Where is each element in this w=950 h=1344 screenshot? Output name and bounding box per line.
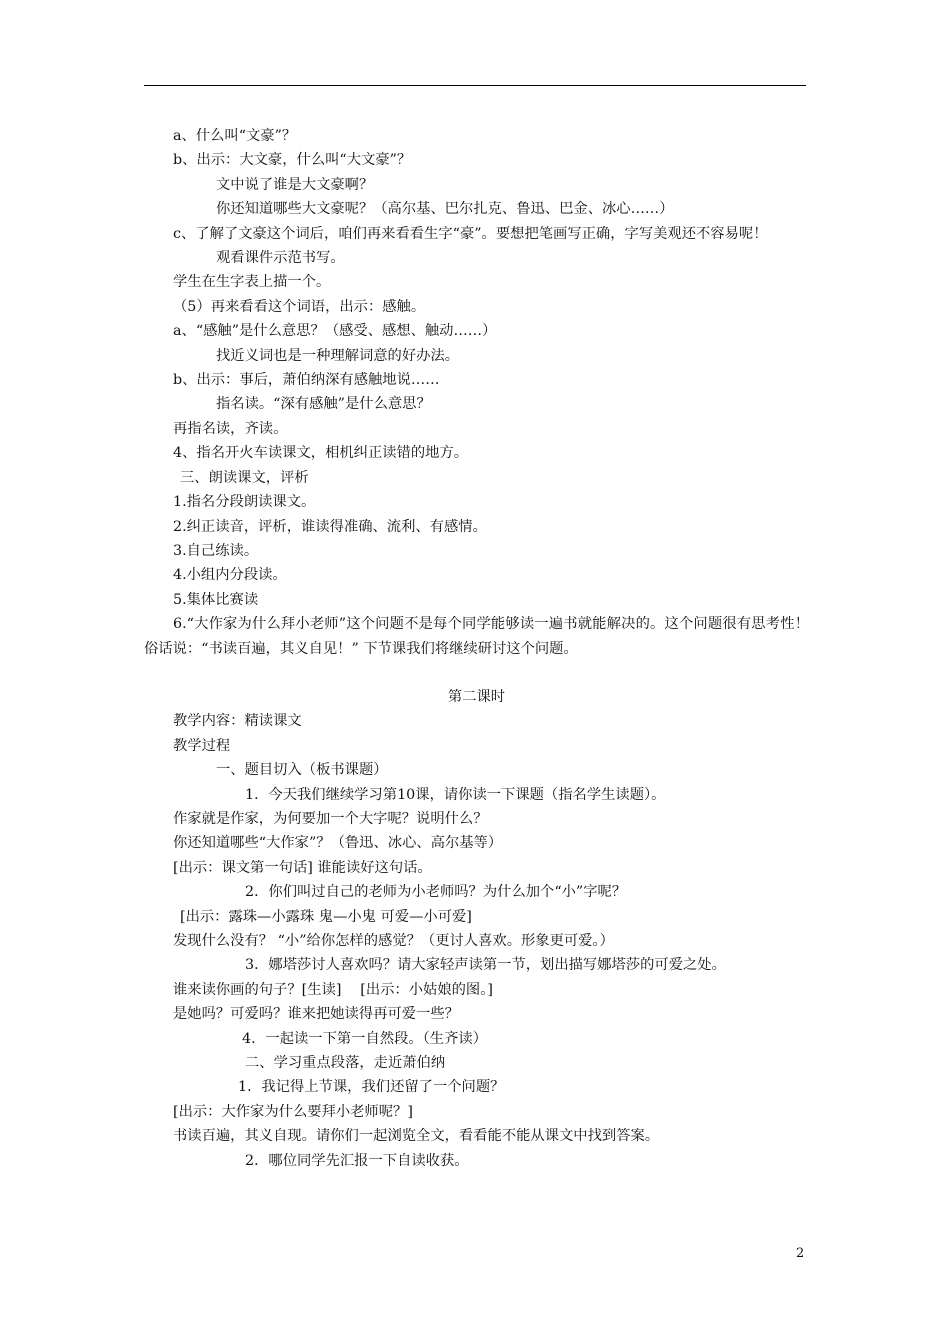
text-line: b、出示：大文豪，什么叫“大文豪”？ [173,152,412,169]
text-line: 4、指名开火车读课文，相机纠正读错的地方。 [173,445,469,462]
list-item: 4.小组内分段读。 [173,567,287,584]
list-item: 2.纠正读音，评析，谁读得准确、流利、有感情。 [173,518,487,535]
list-item: 1.指名分段朗读课文。 [173,494,316,511]
text-line: 学生在生字表上描一个。 [173,274,331,291]
section-heading: 二、学习重点段落，走近萧伯纳 [245,1055,446,1072]
text-line: 文中说了谁是大文豪啊？ [216,176,374,193]
text-line: 1．我记得上节课，我们还留了一个问题？ [238,1079,505,1096]
text-paragraph: 6.“大作家为什么拜小老师”这个问题不是每个同学能够读一遍书就能解决的。这个问题很有思考性！俗话说：“书读百遍，其义自见！” 下节课我们将继续研讨这个问题。 [144,616,809,657]
text-line: 你还知道哪些“大作家”？（鲁迅、冰心、高尔基等） [173,835,503,852]
text-line: 3．娜塔莎讨人喜欢吗？请大家轻声读第一节，划出描写娜塔莎的可爱之处。 [245,957,726,974]
text-line: 4．一起读一下第一自然段。（生齐读） [242,1030,487,1047]
text-line: 1．今天我们继续学习第10课，请你读一下课题（指名学生读题）。 [245,786,666,803]
text-line: 发现什么没有？ “小”给你怎样的感觉？（更讨人喜欢。形象更可爱。） [173,933,614,949]
lesson-title: 第二课时 [447,688,506,705]
text-line: [出示：课文第一句话] 谁能读好这句话。 [173,859,432,876]
text-line: 2．哪位同学先汇报一下自读收获。 [245,1152,469,1169]
text-line: 作家就是作家，为何要加一个大字呢？说明什么？ [173,810,488,827]
document-body [144,124,809,1173]
text-line: 教学过程 [173,737,231,754]
section-heading: 三、朗读课文，评析 [180,469,309,486]
text-line: 是她吗？可爱吗？谁来把她读得再可爱一些？ [173,1006,459,1023]
page-number: 2 [796,1246,805,1261]
text-line: b、出示：事后，萧伯纳深有感触地说…… [173,372,440,389]
text-line: 谁来读你画的句子？[生读] [出示：小姑娘的图。] [173,981,493,998]
list-item: 5.集体比赛读 [173,591,259,608]
text-paragraph: c、了解了文豪这个词后，咱们再来看看生字“豪”。要想把笔画写正确，字写美观还不容易呢！ [173,225,768,242]
header-rule [144,85,806,86]
text-line: 指名读。“深有感触”是什么意思？ [216,396,431,413]
text-line: a、“感触”是什么意思？（感受、感想、触动……） [173,323,497,340]
text-line: 教学内容：精读课文 [173,713,302,730]
list-item: 3.自己练读。 [173,542,259,559]
text-line: （5）再来看看这个词语，出示：感触。 [173,298,426,315]
text-line: 你还知道哪些大文豪呢？（高尔基、巴尔扎克、鲁迅、巴金、冰心……） [216,201,674,218]
text-line: 再指名读，齐读。 [173,420,288,437]
text-line: 观看课件示范书写。 [216,250,345,267]
text-line: [出示：露珠—小露珠 鬼—小鬼 可爱—小可爱] [180,908,472,925]
section-heading: 一、题目切入（板书课题） [216,762,388,779]
text-line: 书读百遍，其义自现。请你们一起浏览全文，看看能不能从课文中找到答案。 [173,1128,660,1145]
text-line: 找近义词也是一种理解词意的好办法。 [216,347,460,364]
text-line: [出示：大作家为什么要拜小老师呢？] [173,1103,413,1120]
text-line: a、什么叫“文豪”？ [173,128,297,144]
text-line: 2．你们叫过自己的老师为小老师吗？为什么加个“小”字呢？ [245,884,627,901]
